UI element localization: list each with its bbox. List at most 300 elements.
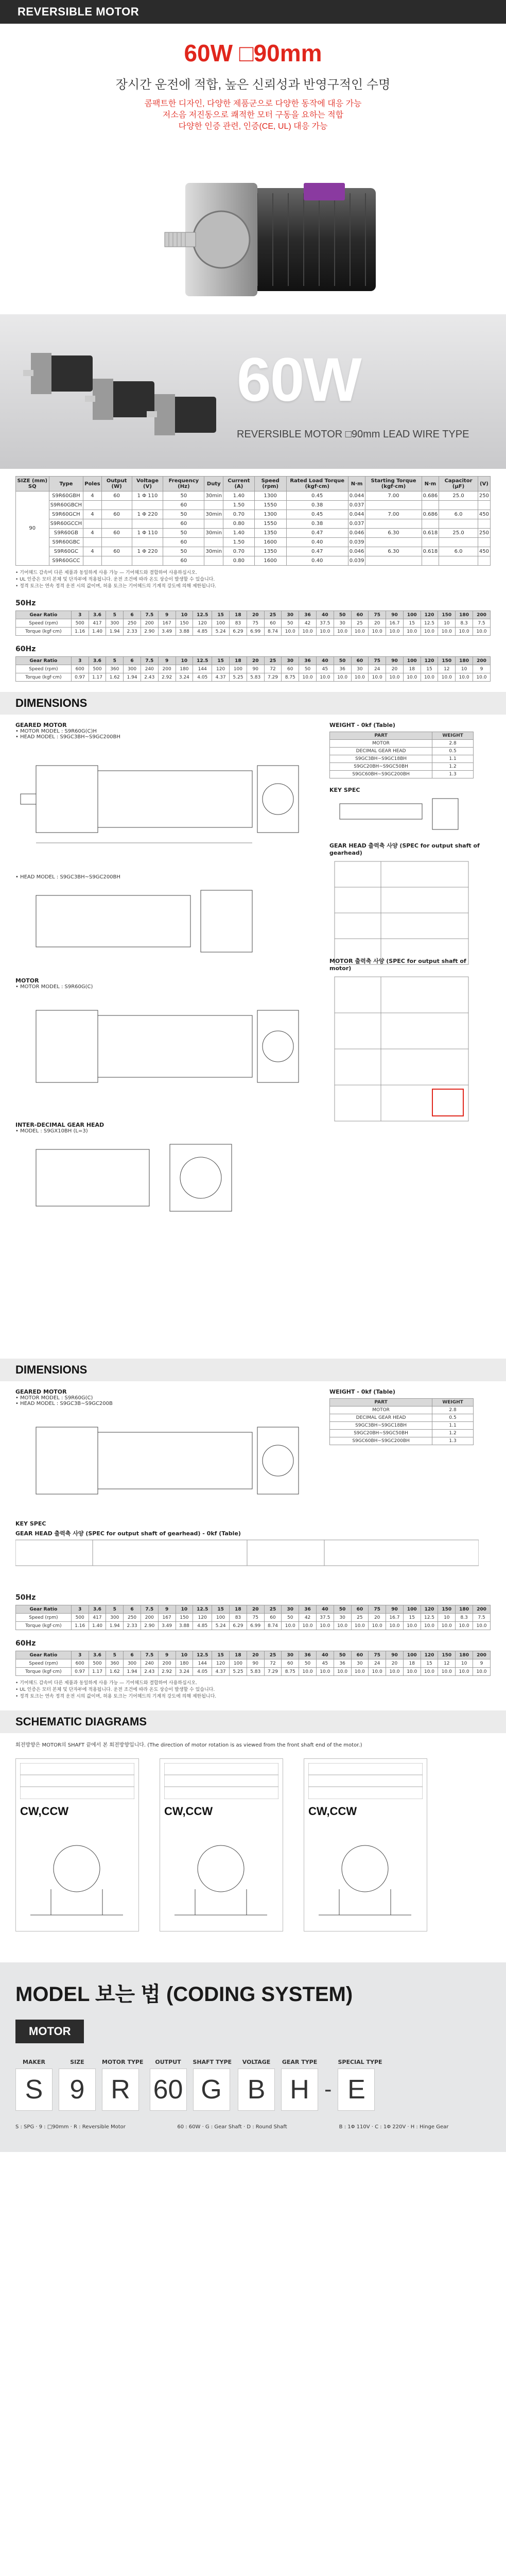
gear-cell: 90 <box>247 1659 264 1668</box>
gear-cell: 30 <box>282 657 299 665</box>
gear-row-ratio <box>16 1605 491 1614</box>
gear-table-50hz-b <box>15 1605 491 1630</box>
gear-cell: 30 <box>334 1614 351 1622</box>
gear-notes <box>15 1680 491 1700</box>
code-col <box>338 2059 382 2111</box>
gear-cell: 10.0 <box>316 1668 334 1676</box>
spec-cell: 0.044 <box>348 492 365 501</box>
geared-motor-drawing <box>15 740 304 858</box>
motor-rot-drawing <box>329 972 474 1126</box>
code-col <box>238 2059 275 2111</box>
spec-cell: 0.40 <box>286 538 348 547</box>
gear-cell: 42 <box>299 1614 317 1622</box>
gear-cell: 5.83 <box>247 1668 264 1676</box>
gear-cell: 20 <box>247 657 264 665</box>
gear-cell: 8.74 <box>264 1622 282 1630</box>
hz60b-label: 60Hz <box>15 1639 36 1648</box>
spec-cell <box>439 501 478 510</box>
gear-cell: 5 <box>106 1605 124 1614</box>
gear-row-label: Gear Ratio <box>16 1651 72 1659</box>
spec-cell: 1550 <box>254 519 286 529</box>
weight-row <box>330 740 474 748</box>
spec-cell <box>422 538 439 547</box>
spec-cell: 50 <box>163 547 204 556</box>
spec-cell <box>132 501 163 510</box>
schematic-card <box>160 1758 283 1931</box>
gear-cell: 1.94 <box>106 628 124 636</box>
gear-row-label: Speed (rpm) <box>16 665 72 673</box>
gear-cell: 100 <box>230 665 247 673</box>
gear-cell: 60 <box>282 665 299 673</box>
spec-cell: S9R60GCC <box>49 556 83 566</box>
spec-cell <box>478 538 490 547</box>
gear-cell: 100 <box>230 1659 247 1668</box>
spec-cell <box>365 538 422 547</box>
weight-cell: DECIMAL GEAR HEAD <box>330 1414 432 1422</box>
gear-cell: 15 <box>403 1614 421 1622</box>
spec-cell: 1 Φ 110 <box>132 492 163 501</box>
weight-th: PART <box>330 1399 432 1406</box>
spec-cell: 0.618 <box>422 547 439 556</box>
spec-cell <box>204 519 223 529</box>
gear-cell: 10 <box>176 1651 193 1659</box>
gear-cell: 120 <box>212 1659 230 1668</box>
gear-cell: 10.0 <box>456 1622 473 1630</box>
gear-cell: 1.62 <box>106 1668 124 1676</box>
spec-cell: 250 <box>478 492 490 501</box>
gear-cell: 144 <box>193 665 212 673</box>
gear-cell: 50 <box>299 665 317 673</box>
schematic-desc-wrap <box>0 1733 506 1748</box>
spec-cell: 0.80 <box>223 519 255 529</box>
gear-cell: 120 <box>193 619 212 628</box>
gear-cell: 15 <box>212 611 230 619</box>
gear-cell: 18 <box>230 1651 247 1659</box>
spec-cell: 4 <box>83 547 101 556</box>
gear-head-rot-label: GEAR HEAD 출력축 사양 (SPEC for output shaft of gearhead) <box>329 842 480 856</box>
spec-cell: 1.40 <box>223 529 255 538</box>
spec-cell <box>132 538 163 547</box>
weight-cell: 1.2 <box>432 1430 474 1437</box>
gear-cell: 72 <box>264 1659 282 1668</box>
gear-cell: 1.40 <box>89 1622 106 1630</box>
gear-cell: 10 <box>438 619 456 628</box>
coding-tab-motor: MOTOR <box>15 2020 84 2043</box>
gear-cell: 100 <box>403 611 421 619</box>
code-cell: R <box>102 2069 139 2111</box>
gear-cell: 20 <box>247 1651 264 1659</box>
gear-cell: 600 <box>71 665 89 673</box>
gear-row-speed <box>16 1614 491 1622</box>
spec-cell: 0.686 <box>422 510 439 519</box>
gear-cell: 12.5 <box>193 1651 212 1659</box>
spec-cell: 1300 <box>254 510 286 519</box>
dimensions2-section <box>0 1381 506 1577</box>
gear-cell: 10.0 <box>386 1668 404 1676</box>
gear-cell: 144 <box>193 1659 212 1668</box>
header-bar <box>0 0 506 24</box>
gear-cell: 10.0 <box>473 673 490 682</box>
gear-cell: 10.0 <box>421 628 438 636</box>
spec-cell: 0.40 <box>286 556 348 566</box>
gear-cell: 3 <box>71 1605 89 1614</box>
gear-cell: 180 <box>456 657 473 665</box>
gear-cell: 7.5 <box>141 1605 158 1614</box>
gear-cell: 5 <box>106 657 124 665</box>
spec-cell: 30min <box>204 510 223 519</box>
gear-row-label: Speed (rpm) <box>16 1659 72 1668</box>
gear-cell: 15 <box>403 619 421 628</box>
spec-cell: 6.30 <box>365 529 422 538</box>
gear-cell: 0.97 <box>71 1668 89 1676</box>
spec-row <box>16 556 491 566</box>
spec-cell: S9R60GBC <box>49 538 83 547</box>
spec-cell: S9R60GBH <box>49 492 83 501</box>
gear-cell: 7.5 <box>473 619 490 628</box>
gear-cell: 5.25 <box>230 1668 247 1676</box>
gear-cell: 3.49 <box>158 628 176 636</box>
gear-cell: 2.33 <box>124 628 141 636</box>
weight-cell: 2.8 <box>432 740 474 748</box>
weight-label: WEIGHT - 0kf (Table) <box>329 722 395 728</box>
gear-cell: 24 <box>369 665 386 673</box>
gear-cell: 83 <box>230 619 247 628</box>
gear-cell: 10.0 <box>369 1668 386 1676</box>
gear-cell: 20 <box>369 1614 386 1622</box>
code-col <box>59 2059 96 2111</box>
gear-cell: 240 <box>141 1659 158 1668</box>
th-start-torque: Starting Torque (kgf·cm) <box>365 477 422 492</box>
hz50b-label: 50Hz <box>15 1594 36 1602</box>
gear-cell: 100 <box>212 619 230 628</box>
spec-cell <box>422 556 439 566</box>
gear-cell: 8.3 <box>456 1614 473 1622</box>
spec-cell <box>439 538 478 547</box>
motor-product-image <box>154 173 391 307</box>
motor-rot-label: MOTOR 출력축 사양 (SPEC for output shaft of motor) <box>329 958 466 972</box>
gear-cell: 6 <box>124 1651 141 1659</box>
gear-cell: 5 <box>106 611 124 619</box>
weight-row <box>330 755 474 763</box>
gear-cell: 75 <box>369 657 386 665</box>
gear-cell: 10.0 <box>456 673 473 682</box>
th-rated-nm: N·m <box>348 477 365 492</box>
hz50-label: 50Hz <box>15 599 36 607</box>
gear-cell: 10.0 <box>369 628 386 636</box>
gear-cell: 15 <box>421 1659 438 1668</box>
gear-cell: 3.6 <box>89 611 106 619</box>
weight-cell: S9GC60BH~S9GC200BH <box>330 771 432 778</box>
gear-cell: 12.5 <box>421 619 438 628</box>
gear-row-torque <box>16 673 491 682</box>
wiring-table-image <box>308 1763 423 1799</box>
spec-cell: 30min <box>204 529 223 538</box>
code-col <box>281 2059 318 2111</box>
dimensions-section <box>0 715 506 1348</box>
spec-cell: 6.0 <box>439 510 478 519</box>
gear-cell: 36 <box>299 1651 317 1659</box>
gear-cell: 7.5 <box>473 1614 490 1622</box>
gear-cell: 10.0 <box>421 1668 438 1676</box>
gear-cell: 120 <box>421 611 438 619</box>
gear-cell: 0.97 <box>71 673 89 682</box>
spec-cell: 50 <box>163 510 204 519</box>
gear-cell: 50 <box>282 619 299 628</box>
spec-cell: 450 <box>478 510 490 519</box>
th-size: SIZE (mm) SQ <box>16 477 49 492</box>
weight2-label: WEIGHT - 0kf (Table) <box>329 1388 395 1395</box>
gear-cell: 90 <box>386 1605 404 1614</box>
gear-cell: 200 <box>141 619 158 628</box>
gear-cell: 500 <box>71 619 89 628</box>
gear-cell: 4.85 <box>193 628 212 636</box>
schematic-card <box>15 1758 139 1931</box>
coding-section <box>0 1962 506 2152</box>
gear-cell: 300 <box>124 1659 141 1668</box>
gear-cell: 10 <box>176 1605 193 1614</box>
gear-cell: 120 <box>421 657 438 665</box>
gear-cell: 5.24 <box>212 1622 230 1630</box>
gear-cell: 10 <box>176 611 193 619</box>
weight-cell: 2.8 <box>432 1406 474 1414</box>
gear-cell: 3.88 <box>176 1622 193 1630</box>
spec-cell: 4 <box>83 492 101 501</box>
code-label: OUTPUT <box>155 2059 181 2065</box>
weight-cell: 1.2 <box>432 763 474 771</box>
spec-cell: 25.0 <box>439 492 478 501</box>
hero-title: 60W □90mm <box>184 40 322 66</box>
weight-cell: S9GC3BH~S9GC18BH <box>330 755 432 763</box>
spec-cell: 0.686 <box>422 492 439 501</box>
spec-cell: S9R60GC <box>49 547 83 556</box>
weight-cell: 0.5 <box>432 748 474 755</box>
weight-th: WEIGHT <box>432 1399 474 1406</box>
gear-cell: 200 <box>141 1614 158 1622</box>
spec-cell <box>204 556 223 566</box>
gear-cell: 40 <box>316 1605 334 1614</box>
spec-cell: 4 <box>83 529 101 538</box>
key-spec-drawing <box>329 793 474 840</box>
gear-cell: 100 <box>403 1605 421 1614</box>
code-label: SIZE <box>70 2059 84 2065</box>
gear-cell: 7.29 <box>264 673 282 682</box>
gear-cell: 300 <box>106 1614 124 1622</box>
spec-row <box>16 547 491 556</box>
gear-cell: 100 <box>403 657 421 665</box>
spec-cell: 1550 <box>254 501 286 510</box>
th-duty: Duty <box>204 477 223 492</box>
th-rated-torque: Rated Load Torque (kgf·cm) <box>286 477 348 492</box>
code-col <box>15 2059 53 2111</box>
gear-cell: 20 <box>247 611 264 619</box>
gear-cell: 10.0 <box>316 673 334 682</box>
gear-cell: 5.24 <box>212 628 230 636</box>
gear-cell: 60 <box>351 657 369 665</box>
gear-cell: 180 <box>176 665 193 673</box>
geared-motor-label: GEARED MOTOR <box>15 722 67 728</box>
gear-cell: 250 <box>124 619 141 628</box>
gear-cell: 12.5 <box>193 1605 212 1614</box>
code-label: MOTOR TYPE <box>102 2059 144 2065</box>
gear-cell: 18 <box>403 665 421 673</box>
dimensions2-heading <box>0 1359 506 1381</box>
code-dash: - <box>324 2078 332 2102</box>
gear-cell: 20 <box>369 619 386 628</box>
gear-cell: 25 <box>264 1605 282 1614</box>
gear-cell: 8.75 <box>282 673 299 682</box>
spec-notes <box>15 570 491 590</box>
gear-cell: 10.0 <box>438 673 456 682</box>
gear-cell: 40 <box>316 611 334 619</box>
coding-title: MODEL 보는 법 (CODING SYSTEM) <box>15 1983 353 2006</box>
gear-cell: 75 <box>369 1605 386 1614</box>
gear-cell: 37.5 <box>316 1614 334 1622</box>
gear-cell: 6.99 <box>247 628 264 636</box>
hero-feature: 저소음 저진동으로 쾌적한 모터 구동을 요하는 적합 <box>162 111 344 120</box>
gear-cell: 1.94 <box>124 673 141 682</box>
gear-cell: 3.88 <box>176 628 193 636</box>
spec-cell: 6.0 <box>439 547 478 556</box>
gear-cell: 30 <box>334 619 351 628</box>
gear-cell: 1.16 <box>71 628 89 636</box>
gear-cell: 10 <box>456 1659 473 1668</box>
spec-cell: 50 <box>163 529 204 538</box>
gear-cell: 150 <box>438 611 456 619</box>
spec-cell <box>83 556 101 566</box>
gear-cell: 180 <box>176 1659 193 1668</box>
code-notes <box>15 2123 491 2131</box>
gear-cell: 15 <box>212 657 230 665</box>
gear-row-label: Speed (rpm) <box>16 1614 72 1622</box>
th-capacitor-v: (V) <box>478 477 490 492</box>
gear-cell: 417 <box>89 619 106 628</box>
gear-cell: 5.83 <box>247 673 264 682</box>
gear-cell: 60 <box>351 611 369 619</box>
gear-row-label: Speed (rpm) <box>16 619 72 628</box>
gear-cell: 60 <box>264 1614 282 1622</box>
spec-cell: 1600 <box>254 556 286 566</box>
spec-cell <box>422 519 439 529</box>
gear-cell: 10.0 <box>299 673 317 682</box>
gear-cell: 12.5 <box>421 1614 438 1622</box>
gear-cell: 10.0 <box>299 1668 317 1676</box>
gear-cell: 36 <box>299 611 317 619</box>
gear-cell: 10.0 <box>403 628 421 636</box>
weight-cell: 1.1 <box>432 755 474 763</box>
spec-cell: 1350 <box>254 529 286 538</box>
gear-cell: 10.0 <box>351 673 369 682</box>
gear-cell: 6 <box>124 657 141 665</box>
inter-model: • MODEL : S9GX10BH (L=3) <box>15 1128 88 1134</box>
spec-header-row <box>16 477 491 492</box>
gear-cell: 3.24 <box>176 1668 193 1676</box>
gear-cell: 4.05 <box>193 1668 212 1676</box>
spec-cell <box>439 556 478 566</box>
spec-cell: 1.40 <box>223 492 255 501</box>
schematic-title: SCHEMATIC DIAGRAMS <box>15 1715 147 1728</box>
spec-cell: S9R60GCCH <box>49 519 83 529</box>
spec-row <box>16 529 491 538</box>
spec-cell: 60 <box>163 556 204 566</box>
gear-cell: 600 <box>71 1659 89 1668</box>
gear-cell: 60 <box>351 1605 369 1614</box>
cw-ccw-title: CW,CCW <box>308 1805 357 1818</box>
spec-cell <box>422 501 439 510</box>
gear-cell: 4.85 <box>193 1622 212 1630</box>
code-cell: G <box>193 2069 230 2111</box>
gear-cell: 60 <box>282 1659 299 1668</box>
gear-cell: 120 <box>212 665 230 673</box>
gear-cell: 150 <box>176 619 193 628</box>
gear-row-label: Torque (kgf·cm) <box>16 1668 72 1676</box>
gear-cell: 3.6 <box>89 657 106 665</box>
gear-cell: 10.0 <box>473 1668 490 1676</box>
weight2-table <box>329 1398 474 1445</box>
gear-cell: 75 <box>369 611 386 619</box>
gear-cell: 16.7 <box>386 619 404 628</box>
gear-cell: 83 <box>230 1614 247 1622</box>
spec-cell: 0.38 <box>286 519 348 529</box>
spec-cell: 250 <box>478 529 490 538</box>
gear-cell: 10.0 <box>386 1622 404 1630</box>
wiring-table-image <box>164 1763 278 1799</box>
gear-cell: 150 <box>438 1651 456 1659</box>
gear-table-50hz <box>15 611 491 636</box>
spec-cell <box>83 501 101 510</box>
spec-cell: 0.70 <box>223 510 255 519</box>
gear-cell: 6.99 <box>247 1622 264 1630</box>
gear-cell: 10.0 <box>369 673 386 682</box>
code-label: GEAR TYPE <box>282 2059 318 2065</box>
gear-cell: 16.7 <box>386 1614 404 1622</box>
gear-cell: 200 <box>158 665 176 673</box>
weight-cell: S9GC20BH~S9GC50BH <box>330 1430 432 1437</box>
gear-table-60hz <box>15 656 491 682</box>
spec-cell: 7.00 <box>365 492 422 501</box>
spec-cell: 0.45 <box>286 510 348 519</box>
gear-cell: 10.0 <box>473 628 490 636</box>
spec-cell: S9R60GCH <box>49 510 83 519</box>
gear-cell: 10 <box>456 665 473 673</box>
motor-model: • MOTOR MODEL : S9R60G(C) <box>15 984 93 990</box>
gear-cell: 50 <box>334 1605 351 1614</box>
gear-cell: 10.0 <box>421 673 438 682</box>
gear-cell: 3.24 <box>176 673 193 682</box>
gear-cell: 36 <box>299 1605 317 1614</box>
spec-section <box>0 469 506 682</box>
gear-head-rot2-label: GEAR HEAD 출력축 사양 (SPEC for output shaft of gearhead) - 0kf (Table) <box>15 1530 241 1537</box>
gear-cell: 360 <box>106 665 124 673</box>
gear-cell: 120 <box>421 1651 438 1659</box>
gear-tables-2 <box>0 1577 506 1700</box>
gear-cell: 120 <box>193 1614 212 1622</box>
spec-cell: 0.039 <box>348 556 365 566</box>
wiring-diagram <box>308 1822 423 1925</box>
spec-cell <box>83 519 101 529</box>
gear-cell: 6 <box>124 611 141 619</box>
spec-cell <box>478 519 490 529</box>
gear-cell: 10.0 <box>438 628 456 636</box>
spec-cell <box>101 538 132 547</box>
motor-image <box>144 386 221 443</box>
cw-ccw-title: CW,CCW <box>20 1805 69 1818</box>
gear-cell: 6.29 <box>230 628 247 636</box>
gear-cell: 9 <box>158 1605 176 1614</box>
dimensions2-title: DIMENSIONS <box>15 1363 88 1376</box>
spec-cell <box>132 519 163 529</box>
code-col <box>150 2059 187 2111</box>
gear-cell: 36 <box>334 1659 351 1668</box>
